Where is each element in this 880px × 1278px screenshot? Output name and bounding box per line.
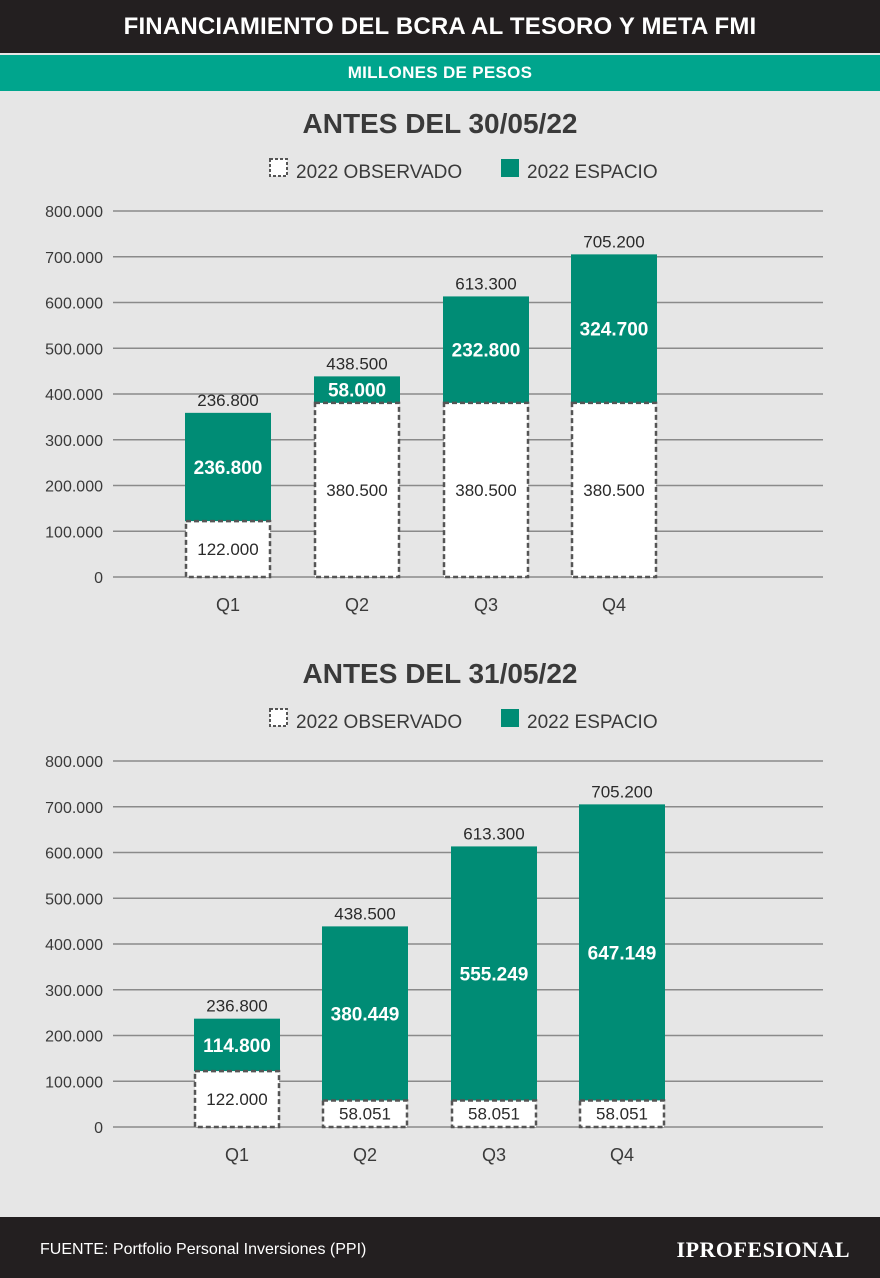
y-tick-label: 600.000: [45, 845, 103, 863]
x-tick-label: Q2: [352, 1145, 378, 1165]
y-tick-label: 700.000: [45, 799, 103, 817]
chart-title: ANTES DEL 30/05/22: [302, 108, 578, 139]
bar-observed-label: 58.051: [468, 1104, 520, 1124]
x-tick-label: Q3: [473, 595, 499, 615]
y-tick-label: 700.000: [45, 249, 103, 267]
subheader-banner: [0, 55, 880, 91]
y-tick-label: 200.000: [45, 1028, 103, 1046]
bar-espacio-label: 324.700: [579, 319, 649, 341]
bar-total-label: 236.800: [197, 390, 259, 410]
bar-observed-label: 380.500: [455, 480, 517, 500]
legend-observed-label: 2022 OBSERVADO: [296, 162, 463, 183]
chart-title: ANTES DEL 31/05/22: [302, 658, 578, 689]
legend-observed-label: 2022 OBSERVADO: [296, 712, 463, 733]
x-tick-label: Q4: [609, 1145, 635, 1165]
y-tick-label: 0: [94, 570, 103, 587]
legend-espacio-swatch: [501, 159, 519, 177]
bar-total-label: 705.200: [583, 232, 645, 252]
y-tick-label: 400.000: [45, 387, 103, 404]
chart-before-30-05: [0, 95, 880, 615]
bar-total-label: 705.200: [591, 782, 653, 802]
bar-espacio-label: 555.249: [459, 964, 529, 986]
bar-observed-label: 380.500: [326, 480, 388, 500]
units-subtitle: MILLONES DE PESOS: [347, 63, 533, 82]
y-tick-label: 200.000: [45, 478, 103, 496]
source-note: FUENTE: Portfolio Personal Inversiones (PPI): [40, 1241, 367, 1258]
y-tick-label: 100.000: [45, 524, 103, 542]
x-tick-label: Q2: [344, 595, 370, 615]
bar-observed-label: 58.051: [339, 1104, 391, 1124]
y-tick-label: 0: [94, 1120, 103, 1137]
footer-bar: [0, 1217, 880, 1278]
bar-espacio-label: 232.800: [451, 340, 521, 362]
x-tick-label: Q3: [481, 1145, 507, 1165]
legend-observed-swatch: [270, 159, 287, 176]
bar-total-label: 236.800: [206, 996, 268, 1016]
main-title: FINANCIAMIENTO DEL BCRA AL TESORO Y META FMI: [123, 12, 757, 40]
bar-observed-label: 122.000: [206, 1090, 268, 1110]
y-tick-label: 100.000: [45, 1074, 103, 1092]
y-tick-label: 400.000: [45, 937, 103, 954]
x-tick-label: Q1: [224, 1145, 250, 1165]
y-tick-label: 600.000: [45, 295, 103, 313]
bar-espacio-label: 114.800: [203, 1035, 271, 1057]
bar-espacio-label: 236.800: [193, 458, 263, 480]
bar-espacio-label: 58.000: [327, 380, 387, 402]
y-tick-label: 800.000: [45, 204, 103, 221]
bar-total-label: 438.500: [334, 904, 396, 924]
bar-observed-label: 122.000: [197, 540, 259, 560]
chart-before-31-05: [0, 645, 880, 1165]
brand-logo: IPROFESIONAL: [676, 1237, 850, 1262]
bar-espacio-label: 647.149: [587, 943, 657, 965]
bar-observed-label: 58.051: [596, 1104, 648, 1124]
legend-observed-swatch: [270, 709, 287, 726]
legend-espacio-label: 2022 ESPACIO: [527, 712, 658, 733]
bar-observed-label: 380.500: [583, 480, 645, 500]
y-tick-label: 300.000: [45, 982, 103, 1000]
bar-total-label: 613.300: [455, 274, 517, 294]
bar-total-label: 438.500: [326, 354, 388, 374]
y-tick-label: 500.000: [45, 341, 103, 359]
y-tick-label: 500.000: [45, 891, 103, 909]
bar-total-label: 613.300: [463, 824, 525, 844]
header-banner: [0, 0, 880, 53]
y-tick-label: 300.000: [45, 432, 103, 450]
legend-espacio-label: 2022 ESPACIO: [527, 162, 658, 183]
legend-espacio-swatch: [501, 709, 519, 727]
x-tick-label: Q1: [215, 595, 241, 615]
bar-espacio-label: 380.449: [330, 1004, 400, 1026]
x-tick-label: Q4: [601, 595, 627, 615]
y-tick-label: 800.000: [45, 754, 103, 771]
